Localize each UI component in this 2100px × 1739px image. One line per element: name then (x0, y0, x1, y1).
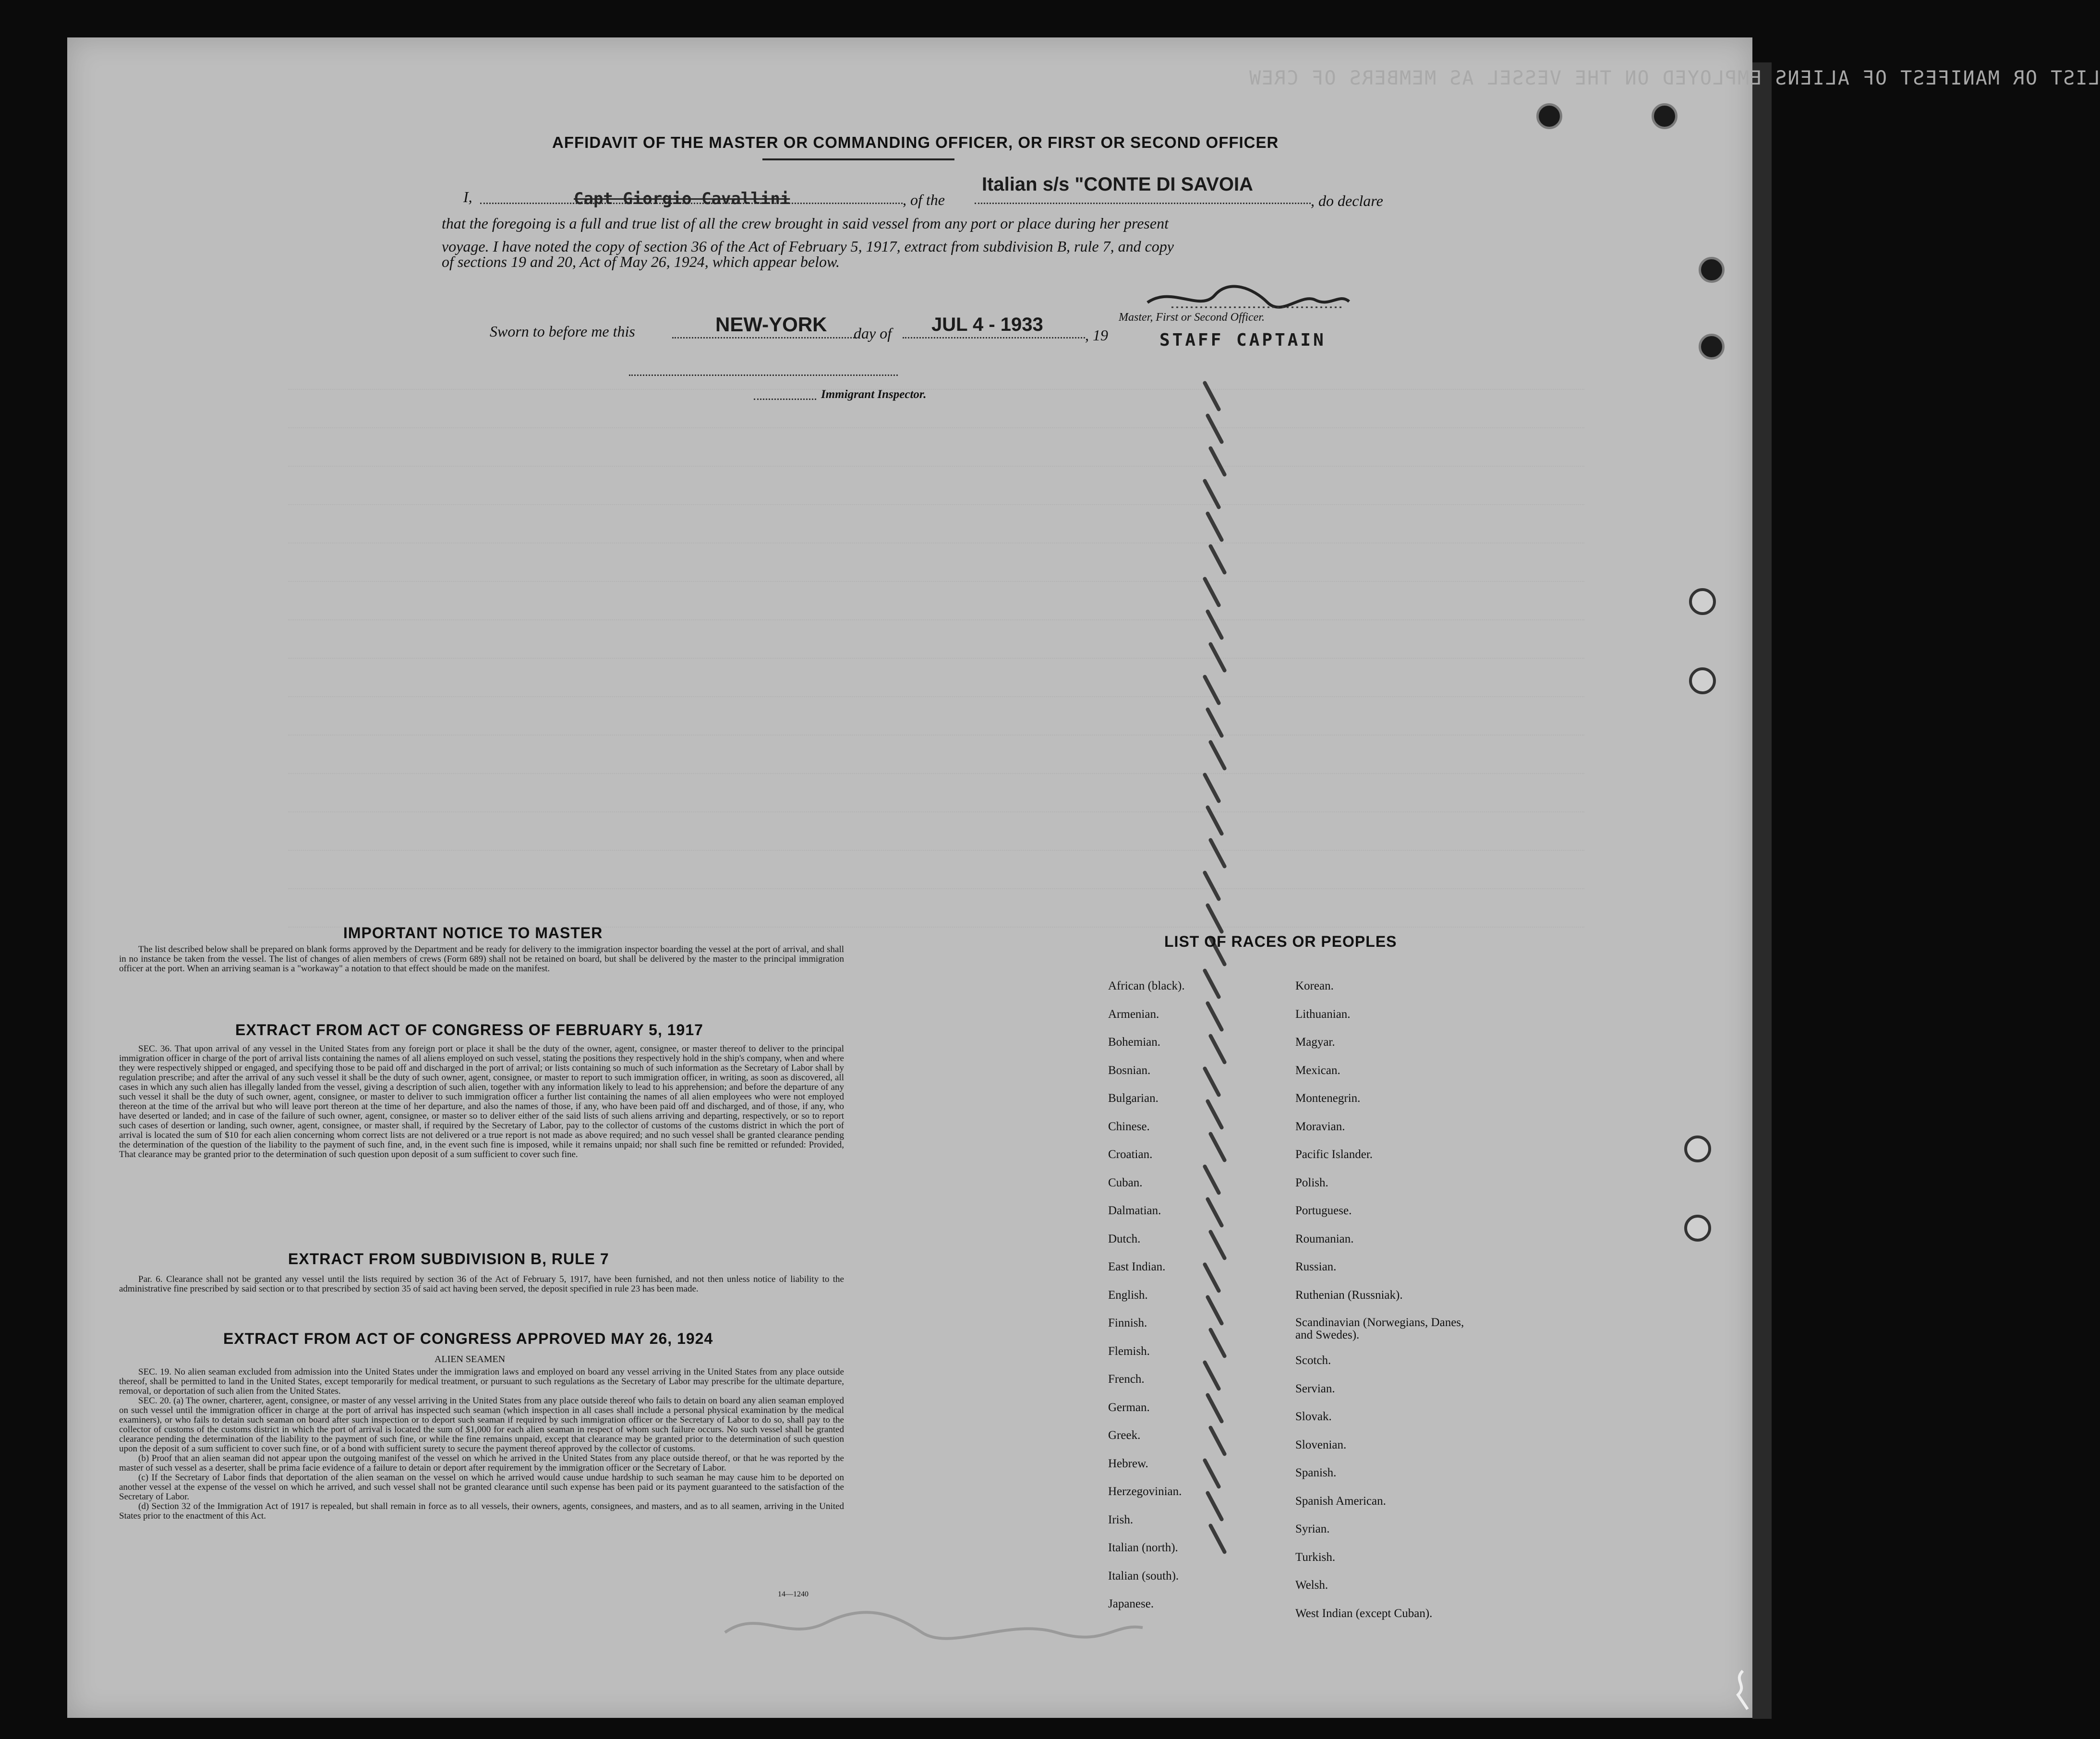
bleed-through-header: LIST OR MANIFEST OF ALIENS EMPLOYED ON THE VESSEL AS MEMBERS OF CREW (1248, 67, 2100, 89)
rule-7-text: Par. 6. Clearance shall not be granted any vessel until the lists required by section 36 of the Act of February 5, 1917, have been furnished, and not then unless notice of liability to the administrative fine prescribed by said section or to that prescribed by section 35 of said act having been served, the deposit specified in rule 23 has been made. (119, 1274, 844, 1294)
notice-title: IMPORTANT NOTICE TO MASTER (343, 924, 603, 942)
races-title: LIST OF RACES OR PEOPLES (1164, 933, 1397, 950)
race-item: Finnish. (1108, 1316, 1147, 1329)
race-item: Slovenian. (1295, 1438, 1347, 1451)
race-item: Syrian. (1295, 1522, 1330, 1535)
bleed-through-row (288, 653, 1584, 659)
bleed-through-row (288, 807, 1584, 812)
extract-1917-text: SEC. 36. That upon arrival of any vessel in the United States from any foreign port or place it shall be the duty of the owner, agent, consignee, or master thereof to deliver to the principal immigration officer in charge of the port of arrival lists containing the names of all aliens employed on such vessel, stating the positions they respectively hold in the ship's company, when and where they were respectively shipped or engaged, and specifying those to be paid off and discharged in the port of arrival; or lists containing so much of such information as the Secretary of Labor shall by regulation prescribe; and after the arrival of any such vessel it shall be the duty of such owner, agent, consignee, or master to report to such immigration officer, in writing, as soon as discovered, all cases in which any such alien has illegally landed from the vessel, giving a description of such alien, together with any information likely to lead to his apprehension; and before the departure of any such vessel it shall be the duty of such owner, agent, consignee, or master to deliver to such immigration officer a further list containing the names of all alien employees who were not employed thereon at the time of the arrival but who will leave port thereon at the time of her departure, and also the names of those, if any, who have been paid off and discharged, and of those, if any, who have deserted or landed; and in case of the failure of such owner, agent, consignee, or master so to deliver either of the said lists of such aliens arriving and departing, respectively, or so to report such cases of desertion or landing, such owner, agent, consignee, or master shall, if required by the Secretary of Labor, pay to the collector of customs of the customs district in which the port of arrival is located the sum of $10 for each alien concerning whom correct lists are not delivered or a true report is not made as above required; and no such vessel shall be granted clearance pending the determination of the question of the liability to the payment of such fine, and, in the event such fine is imposed, while it remains unpaid; nor shall such fine be remitted or refunded: Provided, That clearance may be granted prior to the determination of such question upon deposit of a sum sufficient to cover such fine. (119, 1044, 844, 1159)
vessel-line (975, 203, 1311, 204)
race-item: Portuguese. (1295, 1204, 1352, 1217)
sec-20a: SEC. 20. (a) The owner, charterer, agent, consignee, or master of any vessel arriving in the United States from any place outside thereof who fails to detain on board any alien seaman employed on such vessel until the immigration officer in charge at the port of arrival has inspected such seaman (which inspection in all cases shall include a personal physical examination by the medical examiners), or who fails to detain such seaman on board after such inspection or to deport such seaman if required by such immigration officer or the Secretary of Labor to do so, shall pay to the collector of customs of the customs district in which the port of arrival is located the sum of $1,000 for each alien seaman in respect of whom such failure occurs. No such vessel shall be granted clearance pending the determination of the liability to the payment of such fine, or while the fine remains unpaid, except that clearance may be granted prior to the determination of such question upon the deposit of a sum sufficient to cover such fine, or of a bond with sufficient surety to secure the payment thereof approved by the collector of customs. (119, 1396, 844, 1454)
punch-hole (1684, 1215, 1711, 1242)
do-declare-label: , do declare (1311, 192, 1383, 209)
extract-1924-title: EXTRACT FROM ACT OF CONGRESS APPROVED MAY 26, 1924 (223, 1330, 713, 1347)
race-item: Magyar. (1295, 1036, 1335, 1049)
race-item: Herzegovinian. (1108, 1485, 1182, 1498)
punch-hole (1536, 103, 1562, 129)
punch-hole (1699, 334, 1725, 360)
vessel-name: Italian s/s "CONTE DI SAVOIA (982, 174, 1253, 195)
punch-hole (1689, 588, 1716, 615)
affidavit-line-2: that the foregoing is a full and true list of all the crew brought in said vessel from any port or place during her present (442, 215, 1169, 232)
race-item: Flemish. (1108, 1344, 1150, 1358)
bleed-through-row (288, 883, 1584, 889)
race-item: Spanish American. (1295, 1494, 1386, 1508)
notice-text: The list described below shall be prepared on blank forms approved by the Department and be ready for delivery to the immigration inspector boarding the vessel at the port of arrival, and shall in no instance be taken from the vessel. The list of changes of alien members of crews (Form 689) shall not be retained on board, but shall be delivered by the master to the principal immigration officer at the port. When an arriving seaman is a "workaway" a notation to that effect should be made on the manifest. (119, 944, 844, 974)
sec-19: SEC. 19. No alien seaman excluded from admission into the United States under the immigration laws and employed on board any vessel arriving in the United States from any place outside thereof, shall be permitted to land in the United States, except temporarily for medical treatment, or pursuant to such regulations as the Secretary of Labor may prescribe for the ultimate departure, removal, or deportation of such alien from the United States. (119, 1367, 844, 1396)
race-item: Montenegrin. (1295, 1092, 1361, 1105)
extract-1924-text (119, 1367, 844, 1521)
faint-handwriting (720, 1599, 1152, 1652)
race-item: Hebrew. (1108, 1457, 1148, 1470)
master-name: Capt Giorgio Cavallini (574, 189, 790, 208)
race-item: French. (1108, 1373, 1145, 1386)
affidavit-line-3: voyage. I have noted the copy of section 36 of the Act of February 5, 1917, extract from subdivision B, rule 7, and copy (442, 238, 1174, 255)
extract-1917-title: EXTRACT FROM ACT OF CONGRESS OF FEBRUARY 5, 1917 (235, 1021, 703, 1039)
punch-hole (1652, 103, 1678, 129)
sec-20d: (d) Section 32 of the Immigration Act of 1917 is repealed, but shall remain in force as to all vessels, their owners, agents, consignees, and masters, and as to all seamen, arriving in the United States prior to the enactment of this Act. (119, 1501, 844, 1521)
race-item: Bulgarian. (1108, 1092, 1159, 1105)
race-item: Scotch. (1295, 1354, 1331, 1367)
race-item: Turkish. (1295, 1550, 1336, 1564)
bleed-through-row (288, 845, 1584, 851)
race-item: Scandinavian (Norwegians, Danes, and Swedes). (1295, 1316, 1464, 1341)
punch-hole (1689, 667, 1716, 694)
bleed-through-row (288, 423, 1584, 428)
sworn-label: Sworn to before me this (490, 323, 635, 340)
inspector-caption: Immigrant Inspector. (821, 388, 927, 401)
title-rule (762, 158, 954, 160)
sheet-edge (1752, 62, 1772, 1719)
place-line (672, 337, 855, 338)
race-item: Italian (south). (1108, 1569, 1179, 1582)
inspector-signature-line (629, 374, 898, 376)
race-item: Bosnian. (1108, 1063, 1151, 1077)
race-item: Welsh. (1295, 1579, 1328, 1592)
rule-7-title: EXTRACT FROM SUBDIVISION B, RULE 7 (288, 1250, 609, 1268)
race-item: Pacific Islander. (1295, 1148, 1373, 1161)
race-item: Irish. (1108, 1513, 1134, 1526)
race-item: Russian. (1295, 1260, 1337, 1273)
bleed-through-row (288, 691, 1584, 697)
race-item: Korean. (1295, 979, 1334, 992)
sworn-date: JUL 4 - 1933 (931, 314, 1043, 335)
year-prefix: , 19 (1085, 326, 1108, 344)
race-item: Polish. (1295, 1176, 1328, 1189)
race-item: West Indian (except Cuban). (1295, 1606, 1433, 1620)
sec-20c: (c) If the Secretary of Labor finds that deportation of the alien seaman on the vessel on which he arrived would cause undue hardship to such seaman he may cause him to be deported on another vessel at the expense of the vessel on which he arrived, and such vessel shall not be granted clearance until such expense has been paid or its payment guaranteed to the satisfaction of the Secretary of Labor. (119, 1473, 844, 1502)
race-item: African (black). (1108, 979, 1185, 992)
race-item: Armenian. (1108, 1007, 1159, 1021)
race-item: Dalmatian. (1108, 1204, 1161, 1217)
affidavit-i-label: I, (463, 188, 472, 205)
race-item: Ruthenian (Russniak). (1295, 1288, 1403, 1302)
race-item: East Indian. (1108, 1260, 1166, 1273)
bleed-through-row (288, 461, 1584, 467)
race-item: German. (1108, 1401, 1150, 1414)
punch-hole (1684, 1135, 1711, 1162)
bleed-through-row (288, 576, 1584, 582)
race-item: Croatian. (1108, 1148, 1153, 1161)
race-item: Roumanian. (1295, 1232, 1354, 1245)
race-item: English. (1108, 1288, 1148, 1302)
signature-caption: Master, First or Second Officer. (1119, 311, 1265, 324)
date-line (903, 337, 1085, 338)
race-item: Slovak. (1295, 1410, 1332, 1423)
bleed-through-row (288, 538, 1584, 543)
race-item: Cuban. (1108, 1176, 1143, 1189)
bleed-through-row (288, 499, 1584, 505)
race-item: Japanese. (1108, 1597, 1154, 1610)
race-item: Bohemian. (1108, 1036, 1161, 1049)
of-the-label: , of the (903, 191, 945, 208)
race-item: Chinese. (1108, 1120, 1150, 1133)
inspector-caption-dots (754, 399, 816, 400)
punch-hole (1699, 257, 1725, 283)
corner-mark (1728, 1666, 1757, 1714)
sec-20b: (b) Proof that an alien seaman did not appear upon the outgoing manifest of the vessel on which he arrived in the United States from any place outside thereof, or that he was reported by the master of such vessel as a deserter, shall be prima facie evidence of a failure to detain or deport after requirement by the immigration officer or the Secretary of Labor. (119, 1453, 844, 1473)
bleed-through-row (288, 615, 1584, 620)
race-item: Lithuanian. (1295, 1007, 1351, 1021)
affidavit-title: AFFIDAVIT OF THE MASTER OR COMMANDING OFFICER, OR FIRST OR SECOND OFFICER (552, 133, 1279, 151)
race-item: Dutch. (1108, 1232, 1141, 1245)
staff-captain-stamp: STAFF CAPTAIN (1159, 330, 1326, 350)
race-item: Moravian. (1295, 1120, 1345, 1133)
bleed-through-row (288, 730, 1584, 736)
race-item: Spanish. (1295, 1466, 1337, 1479)
sworn-place: NEW-YORK (715, 313, 827, 336)
day-of-label: day of (854, 325, 892, 342)
race-item: Greek. (1108, 1429, 1141, 1442)
race-item: Servian. (1295, 1382, 1335, 1395)
bleed-through-row (288, 384, 1584, 390)
affidavit-line-4: of sections 19 and 20, Act of May 26, 1924, which appear below. (442, 253, 840, 270)
alien-seamen-subtitle: ALIEN SEAMEN (434, 1354, 506, 1365)
race-item: Mexican. (1295, 1063, 1340, 1077)
bleed-through-row (288, 768, 1584, 774)
form-number: 14—1240 (778, 1590, 809, 1598)
race-item: Italian (north). (1108, 1541, 1178, 1554)
